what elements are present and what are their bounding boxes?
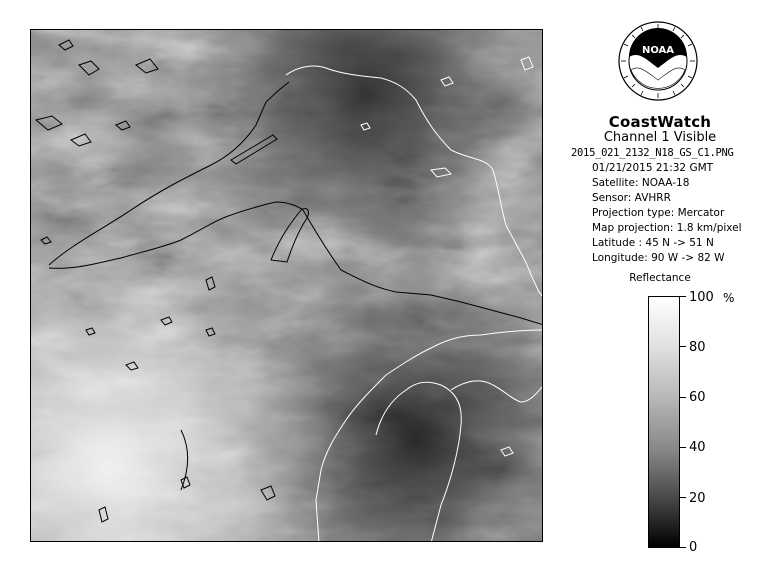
reflectance-colorbar (648, 296, 680, 548)
tick-label-20: 20 (689, 491, 706, 506)
legend-title: Reflectance (629, 272, 691, 284)
noaa-logo-icon (617, 20, 699, 102)
info-datetime: 01/21/2015 21:32 GMT (592, 162, 714, 174)
info-map-projection: Map projection: 1.8 km/pixel (592, 222, 742, 234)
satellite-imagery (31, 30, 543, 542)
tick-label-60: 60 (689, 390, 706, 405)
colorbar-tick (680, 447, 686, 448)
colorbar-tick (680, 497, 686, 498)
filename-label: 2015_021_2132_N18_GS_C1.PNG (571, 147, 734, 159)
colorbar-tick (680, 296, 686, 297)
brand-title: CoastWatch (608, 113, 712, 131)
colorbar-tick (680, 346, 686, 347)
info-satellite: Satellite: NOAA-18 (592, 177, 690, 189)
colorbar-tick (680, 397, 686, 398)
tick-label-0: 0 (689, 540, 698, 555)
info-latitude: Latitude : 45 N -> 51 N (592, 237, 714, 249)
channel-label: Channel 1 Visible (603, 130, 717, 145)
info-sensor: Sensor: AVHRR (592, 192, 671, 204)
tick-label-80: 80 (689, 340, 706, 355)
colorbar-tick (680, 547, 686, 548)
tick-label-100: 100 (689, 290, 714, 305)
legend-unit: % (723, 291, 735, 305)
tick-label-40: 40 (689, 440, 706, 455)
noaa-logo-text: NOAA (641, 45, 675, 56)
satellite-map (30, 29, 543, 542)
info-projection-type: Projection type: Mercator (592, 207, 725, 219)
info-longitude: Longitude: 90 W -> 82 W (592, 252, 725, 264)
